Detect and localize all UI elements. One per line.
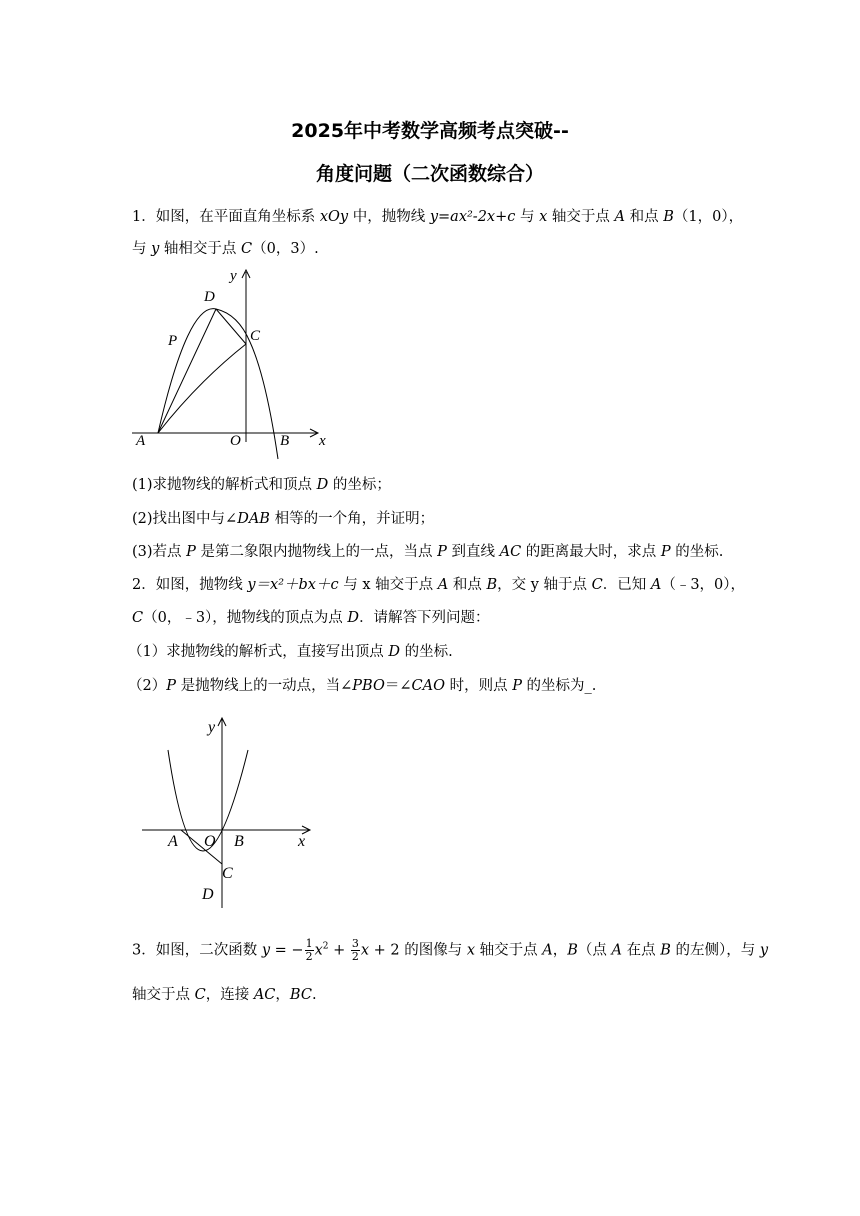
q3-text: 在点 — [622, 942, 661, 959]
q3-var: AC — [253, 987, 276, 1003]
q3-var: A — [611, 942, 623, 959]
q1-text: （1，0）， — [673, 209, 744, 225]
q2-text: （2） — [128, 678, 167, 694]
q3-fraction-2 — [351, 938, 360, 963]
q2-label-D: D — [202, 886, 214, 903]
q2-sub-2 — [128, 674, 596, 695]
q2-var: B — [486, 577, 498, 593]
q2-label-x: x — [298, 833, 306, 850]
q3-var: x — [360, 942, 370, 959]
q1-figure — [128, 262, 340, 462]
q2-label-O: O — [204, 833, 216, 850]
q2-text: ，交 y 轴于点 — [497, 577, 592, 593]
q2-text: 的坐标. — [399, 644, 453, 660]
q1-text: 到直线 — [446, 544, 500, 560]
q2-var: PBO — [352, 678, 385, 694]
q3-text: ， — [275, 987, 290, 1003]
q3-var: B — [660, 942, 671, 959]
q1-var: P — [186, 544, 196, 560]
q1-text: （0，3）. — [252, 241, 319, 257]
q3-text: 轴交于点 — [475, 942, 543, 959]
q1-text: 与 — [132, 241, 152, 257]
q2-label-C: C — [222, 865, 233, 882]
q1-text: 1．如图，在平面直角坐标系 — [132, 209, 320, 225]
q3-var: BC — [289, 987, 312, 1003]
q2-text: 2．如图，抛物线 — [132, 577, 248, 593]
q2-sub-1 — [128, 640, 453, 661]
q3-var: x — [314, 942, 323, 959]
q1-label-C: C — [250, 328, 261, 344]
q2-var: P — [166, 678, 176, 694]
q3-text: ， — [552, 942, 568, 959]
q3-var: A — [542, 942, 553, 959]
q2-text: （1）求抛物线的解析式，直接写出顶点 — [128, 644, 389, 660]
q3-frac-den: 2 — [305, 950, 313, 963]
q3-var: B — [567, 942, 578, 959]
q1-text: 轴相交于点 — [159, 241, 242, 257]
q3-frac-num: 1 — [305, 937, 313, 950]
q2-var: D — [388, 644, 400, 660]
q3-fraction-1 — [305, 938, 314, 963]
q1-text: 轴交于点 — [547, 209, 615, 225]
q1-sub-2 — [132, 507, 434, 528]
q2-text: （﹣3，0）， — [661, 577, 746, 593]
q1-text: (1)求抛物线的解析式和顶点 — [132, 477, 317, 493]
q2-text: 的坐标为_. — [521, 678, 597, 694]
q2-label-B: B — [234, 833, 244, 850]
q2-text: 是抛物线上的一动点，当∠ — [176, 678, 353, 694]
q1-var: y — [151, 241, 160, 257]
q2-stem-line-1 — [132, 573, 745, 594]
q1-label-O: O — [230, 433, 241, 449]
q2-var: C — [132, 610, 144, 626]
q1-label-y: y — [230, 268, 237, 284]
q3-text: 的左侧），与 — [670, 942, 760, 959]
q1-var: A — [614, 209, 625, 225]
q1-text: 的距离最大时，求点 — [521, 544, 661, 560]
q3-var: x — [466, 942, 476, 959]
q1-var: DAB — [237, 511, 270, 527]
q2-var: D — [347, 610, 360, 626]
q2-equation: y＝x²＋bx＋c — [247, 577, 339, 593]
q1-stem-line-1 — [132, 205, 743, 226]
q1-text: 是第二象限内抛物线上的一点，当点 — [195, 544, 438, 560]
q3-text: ，连接 — [205, 987, 254, 1003]
q3-stem-line-1 — [132, 938, 768, 963]
q1-line-ac — [158, 344, 246, 433]
q3-text: + — [328, 942, 350, 959]
q1-var: C — [241, 241, 253, 257]
q2-line-ac — [181, 830, 222, 864]
q3-text: . — [311, 987, 317, 1003]
q1-sub-1 — [132, 473, 391, 494]
q3-text: = − — [270, 942, 304, 959]
q3-text: 的图像与 — [399, 942, 467, 959]
title-line-1: 2025年中考数学高频考点突破-- — [291, 120, 569, 142]
q1-var: P — [437, 544, 447, 560]
q2-var: A — [650, 577, 662, 593]
q2-text: 与 x 轴交于点 — [338, 577, 438, 593]
q3-frac-den: 2 — [351, 950, 359, 963]
q3-text: 3．如图，二次函数 — [132, 942, 262, 959]
q1-var: xOy — [319, 209, 349, 225]
q1-text: 中，抛物线 — [348, 209, 430, 225]
q1-label-P: P — [168, 333, 178, 349]
q1-text: (3)若点 — [132, 544, 187, 560]
q2-var: P — [512, 678, 522, 694]
title-line-2: 角度问题（二次函数综合） — [315, 163, 544, 185]
q1-text: 的坐标. — [670, 544, 724, 560]
q1-text: (2)找出图中与∠ — [132, 511, 238, 527]
q2-stem-line-2 — [132, 606, 490, 627]
q1-sub-3 — [132, 540, 723, 561]
q2-var: C — [591, 577, 603, 593]
q1-text: 与 — [515, 209, 540, 225]
q1-stem-line-2 — [132, 237, 319, 258]
q1-var: AC — [499, 544, 522, 560]
q2-text: （0，﹣3），抛物线的顶点为点 — [143, 610, 348, 626]
q2-var: CAO — [411, 678, 445, 694]
q2-var: A — [437, 577, 449, 593]
q3-text: （点 — [577, 942, 612, 959]
q3-sup: 2 — [322, 941, 329, 952]
q2-label-y: y — [208, 719, 216, 736]
q3-text: 轴交于点 — [132, 987, 195, 1003]
q1-label-A: A — [136, 433, 146, 449]
q1-var: x — [539, 209, 548, 225]
q1-label-B: B — [280, 433, 290, 449]
q3-var: y — [759, 942, 769, 959]
q1-text: 的坐标； — [328, 477, 391, 493]
q3-frac-num: 3 — [351, 937, 359, 950]
q2-text: 和点 — [448, 577, 487, 593]
q2-text: ＝∠ — [384, 678, 412, 694]
q3-stem-line-2 — [132, 983, 317, 1004]
q1-var: P — [660, 544, 671, 560]
q2-figure — [138, 712, 320, 912]
q3-var: y — [261, 942, 271, 959]
q1-text: 相等的一个角，并证明； — [269, 511, 435, 527]
q3-var: C — [194, 987, 206, 1003]
q1-line-ad — [158, 309, 216, 433]
q2-text: ．请解答下列问题： — [359, 610, 490, 626]
q2-text: ．已知 — [602, 577, 651, 593]
q1-var: D — [316, 477, 329, 493]
q3-text: + 2 — [369, 942, 400, 959]
q1-text: 和点 — [625, 209, 664, 225]
q2-text: 时，则点 — [444, 678, 513, 694]
q1-equation: y=ax²-2x+c — [429, 209, 516, 225]
q1-var: B — [663, 209, 674, 225]
q1-label-x: x — [319, 433, 326, 449]
q2-label-A: A — [168, 833, 178, 850]
q1-label-D: D — [204, 289, 215, 305]
